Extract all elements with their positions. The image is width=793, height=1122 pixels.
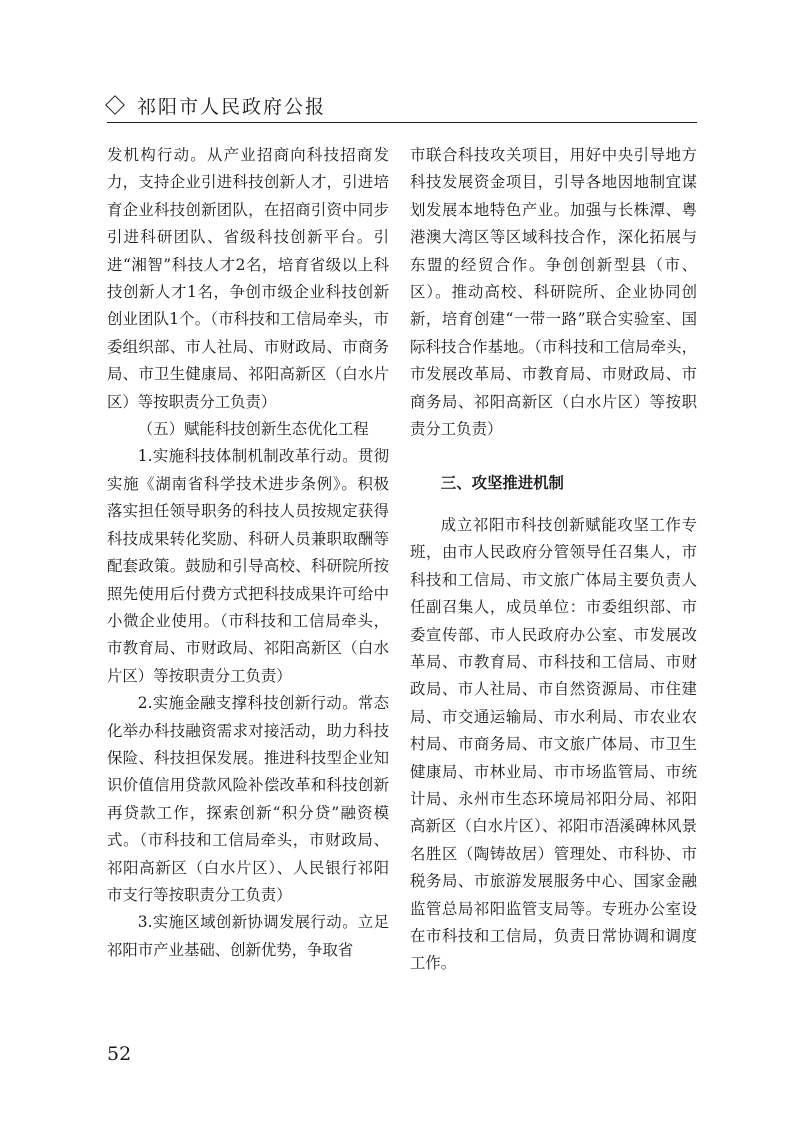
left-column bbox=[107, 142, 389, 964]
diamond-icon bbox=[105, 95, 125, 115]
paragraph-continued: 市联合科技攻关项目，用好中央引导地方科技发展资金项目，引导各地因地制宜谋划发展本地特色产业。加强与长株潭、粤港澳大湾区等区域科技合作，深化拓展与东盟的经贸合作。争创创新型县（市、区）。推动高校、科研院所、企业协同创新，培育创建“一带一路”联合实验室、国际科技合作基地。（市科技和工信局牵头，市发展改革局、市教育局、市财政局、市商务局、祁阳高新区（白水片区）等按职责分工负责） bbox=[410, 146, 697, 439]
subsection-heading: （五）赋能科技创新生态优化工程 bbox=[137, 420, 369, 439]
page-header bbox=[107, 92, 697, 123]
section-heading: 三、攻坚推进机制 bbox=[440, 474, 564, 493]
paragraph: 1.实施科技体制机制改革行动。贯彻实施《湖南省科学技术进步条例》。积极落实担任领导职务的科技人员按规定获得科技成果转化奖励、科研人员兼职取酬等配套政策。鼓励和引导高校、科研院所按照先使用后付费方式把科技成果许可给中小微企业使用。（市科技和工信局牵头，市教育局、市财政局、祁阳高新区（白水片区）等按职责分工负责） bbox=[107, 447, 389, 685]
paragraph: 2.实施金融支撑科技创新行动。常态化举办科技融资需求对接活动，助力科技保险、科技担保发展。推进科技型企业知识价值信用贷款风险补偿改革和科技创新再贷款工作，探索创新“积分贷”融资模式。（市科技和工信局牵头，市财政局、祁阳高新区（白水片区）、人民银行祁阳市支行等按职责分工负责） bbox=[107, 694, 389, 904]
paragraph: 成立祁阳市科技创新赋能攻坚工作专班，由市人民政府分管领导任召集人，市科技和工信局、市文旅广体局主要负责人任副召集人，成员单位：市委组织部、市委宣传部、市人民政府办公室、市发展改革局、市教育局、市科技和工信局、市财政局、市人社局、市自然资源局、市住建局、市交通运输局、市水利局、市农业农村局、市商务局、市文旅广体局、市卫生健康局、市林业局、市市场监管局、市统计局、永州市生态环境局祁阳分局、祁阳高新区（白水片区）、祁阳市浯溪碑林风景名胜区（陶铸故居）管理处、市科协、市税务局、市旅游发展服务中心、国家金融监管总局祁阳监管支局等。专班办公室设在市科技和工信局，负责日常协调和调度工作。 bbox=[410, 515, 697, 973]
paragraph-continued: 发机构行动。从产业招商向科技招商发力，支持企业引进科技创新人才，引进培育企业科技创新团队，在招商引资中同步引进科研团队、省级科技创新平台。引进“湘智”科技人才2名，培育省级以上科技创新人才1名，争创市级企业科技创新创业团队1个。（市科技和工信局牵头，市委组织部、市人社局、市财政局、市商务局、市卫生健康局、祁阳高新区（白水片区）等按职责分工负责） bbox=[107, 146, 389, 411]
page-number: 52 bbox=[107, 1043, 132, 1065]
right-column bbox=[410, 142, 697, 978]
publication-title: 祁阳市人民政府公报 bbox=[137, 96, 327, 118]
paragraph: 3.实施区域创新协调发展行动。立足祁阳市产业基础、创新优势，争取省 bbox=[107, 913, 389, 959]
